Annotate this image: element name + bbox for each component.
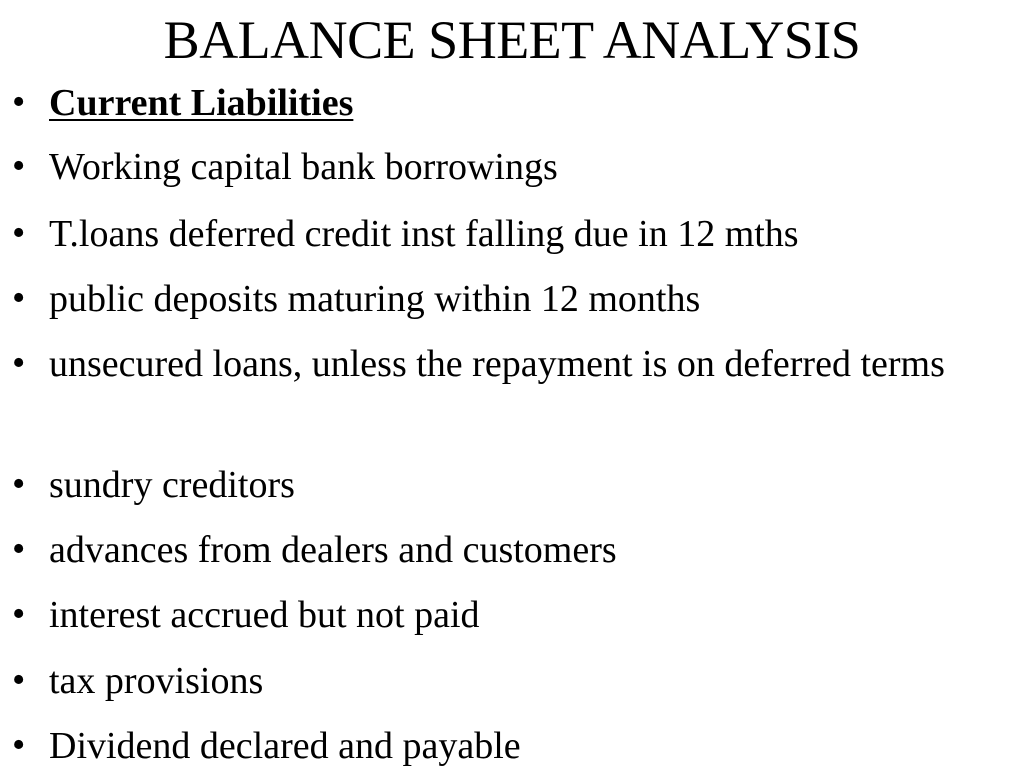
slide-title: BALANCE SHEET ANALYSIS xyxy=(163,10,861,70)
bullet-text: unsecured loans, unless the repayment is on deferred terms xyxy=(49,343,945,385)
bullet-icon: • xyxy=(12,212,26,254)
bullet-text: interest accrued but not paid xyxy=(49,594,480,636)
bullet-icon: • xyxy=(12,145,26,187)
section-heading: Current Liabilities xyxy=(49,82,354,124)
bullet-icon: • xyxy=(12,463,26,505)
bullet-icon: • xyxy=(12,528,26,570)
bullet-text: advances from dealers and customers xyxy=(49,529,617,571)
bullet-text: tax provisions xyxy=(49,660,264,702)
bullet-text: T.loans deferred credit inst falling due in 12 mths xyxy=(49,213,799,255)
bullet-text: Working capital bank borrowings xyxy=(49,146,558,188)
bullet-icon: • xyxy=(12,342,26,384)
bullet-icon: • xyxy=(12,593,26,635)
bullet-text: Dividend declared and payable xyxy=(49,725,521,767)
bullet-icon: • xyxy=(12,277,26,319)
bullet-text: public deposits maturing within 12 months xyxy=(49,278,701,320)
bullet-text: sundry creditors xyxy=(49,464,295,506)
bullet-icon: • xyxy=(12,724,26,766)
bullet-icon: • xyxy=(12,659,26,701)
bullet-icon: • xyxy=(12,81,26,123)
